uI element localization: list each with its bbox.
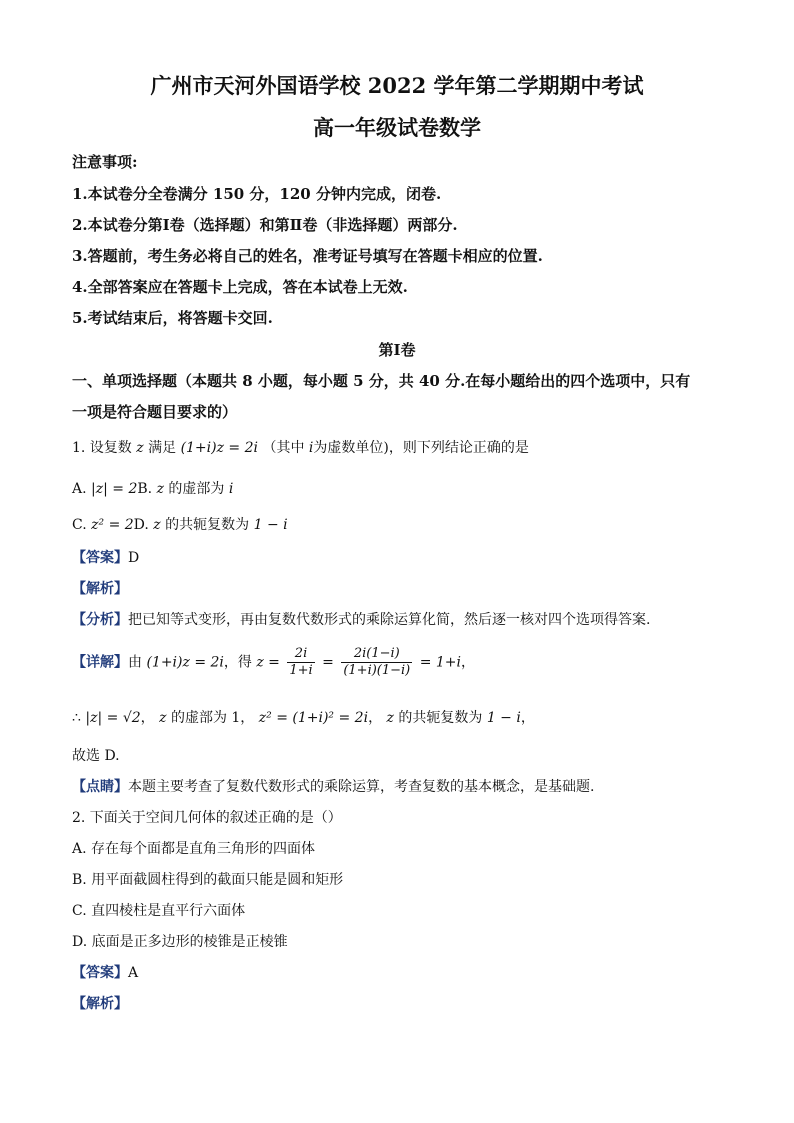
var-i: i (308, 440, 314, 456)
q1-stem: 1. 设复数 z 满足 (1+i)z = 2i （其中 i为虚数单位)，则下列结论正确的是 (72, 440, 529, 456)
notice-item-1: 1.本试卷分全卷满分 150 分，120 分钟内完成，闭卷. (72, 185, 442, 203)
q1-fenxi: 【分析】把已知等式变形，再由复数代数形式的乘除运算化简，然后逐一核对四个选项得答案. (72, 612, 651, 628)
q1-dianjing: 【点睛】本题主要考查了复数代数形式的乘除运算，考查复数的基本概念，是基础题. (72, 779, 595, 795)
notice-heading: 注意事项: (72, 153, 138, 171)
q2-option-a: A. 存在每个面都是直角三角形的四面体 (72, 841, 316, 857)
q1-choose: 故选 D. (72, 748, 120, 764)
section-heading-line2: 一项是符合题目要求的） (72, 403, 238, 421)
option-a-math: |z| = 2 (91, 481, 138, 497)
q1-analysis-tag: 【解析】 (72, 581, 128, 597)
notice-item-5: 5.考试结束后，将答题卡交回. (72, 309, 273, 327)
q1-conclusion: ∴ |z| = √2， z 的虚部为 1， z² = (1+i)² = 2i， z 的共轭复数为 1 − i， (72, 710, 535, 726)
option-c-label: C. (72, 517, 87, 533)
exam-title: 广州市天河外国语学校 2022 学年第二学期期中考试 (150, 73, 644, 98)
q2-option-d: D. 底面是正多边形的棱锥是正棱锥 (72, 934, 288, 950)
answer-tag: 【答案】 (72, 550, 128, 566)
notice-item-4: 4.全部答案应在答题卡上完成，答在本试卷上无效. (72, 278, 408, 296)
section-heading-line1: 一、单项选择题（本题共 8 小题，每小题 5 分，共 40 分.在每小题给出的四个选项中，只有 (72, 372, 691, 390)
q2-option-c: C. 直四棱柱是直平行六面体 (72, 903, 246, 919)
q2-analysis-tag: 【解析】 (72, 996, 128, 1012)
q2-option-b: B. 用平面截圆柱得到的截面只能是圆和矩形 (72, 872, 344, 888)
q1-answer: 【答案】D (72, 550, 140, 566)
q2-answer: 【答案】A (72, 965, 139, 981)
fraction-2: $\frac{2i(1-i)}{(1+i)(1-i)}$ (343, 646, 411, 678)
part-title: 第Ⅰ卷 (378, 341, 416, 359)
notice-item-3: 3.答题前，考生务必将自己的姓名，准考证号填写在答题卡相应的位置. (72, 247, 543, 265)
option-c-math: z² = 2 (91, 517, 134, 533)
q1-options-cd: C. z² = 2D. z 的共轭复数为 1 − i (72, 517, 288, 533)
option-d-label: D. (133, 517, 149, 533)
option-a-label: A. (72, 481, 87, 497)
option-b-label: B. (137, 481, 153, 497)
q1-xiangjie: 【详解】由 (1+i)z = 2i，得 z = $\frac{2i}{1+i}$ = $\frac{2i(1-i)}{(1+i)(1-i)}$ = 1+i， (72, 646, 476, 678)
notice-item-2: 2.本试卷分第Ⅰ卷（选择题）和第Ⅱ卷（非选择题）两部分. (72, 216, 458, 234)
exam-subtitle: 高一年级试卷数学 (313, 115, 481, 140)
q1-equation: (1+i)z = 2i (180, 440, 258, 456)
var-z: z (136, 440, 144, 456)
q1-options-ab: A. |z| = 2B. z 的虚部为 i (72, 481, 234, 497)
fraction-1: $\frac{2i}{1+i}$ (289, 646, 313, 678)
q2-stem: 2. 下面关于空间几何体的叙述正确的是（） (72, 810, 342, 826)
